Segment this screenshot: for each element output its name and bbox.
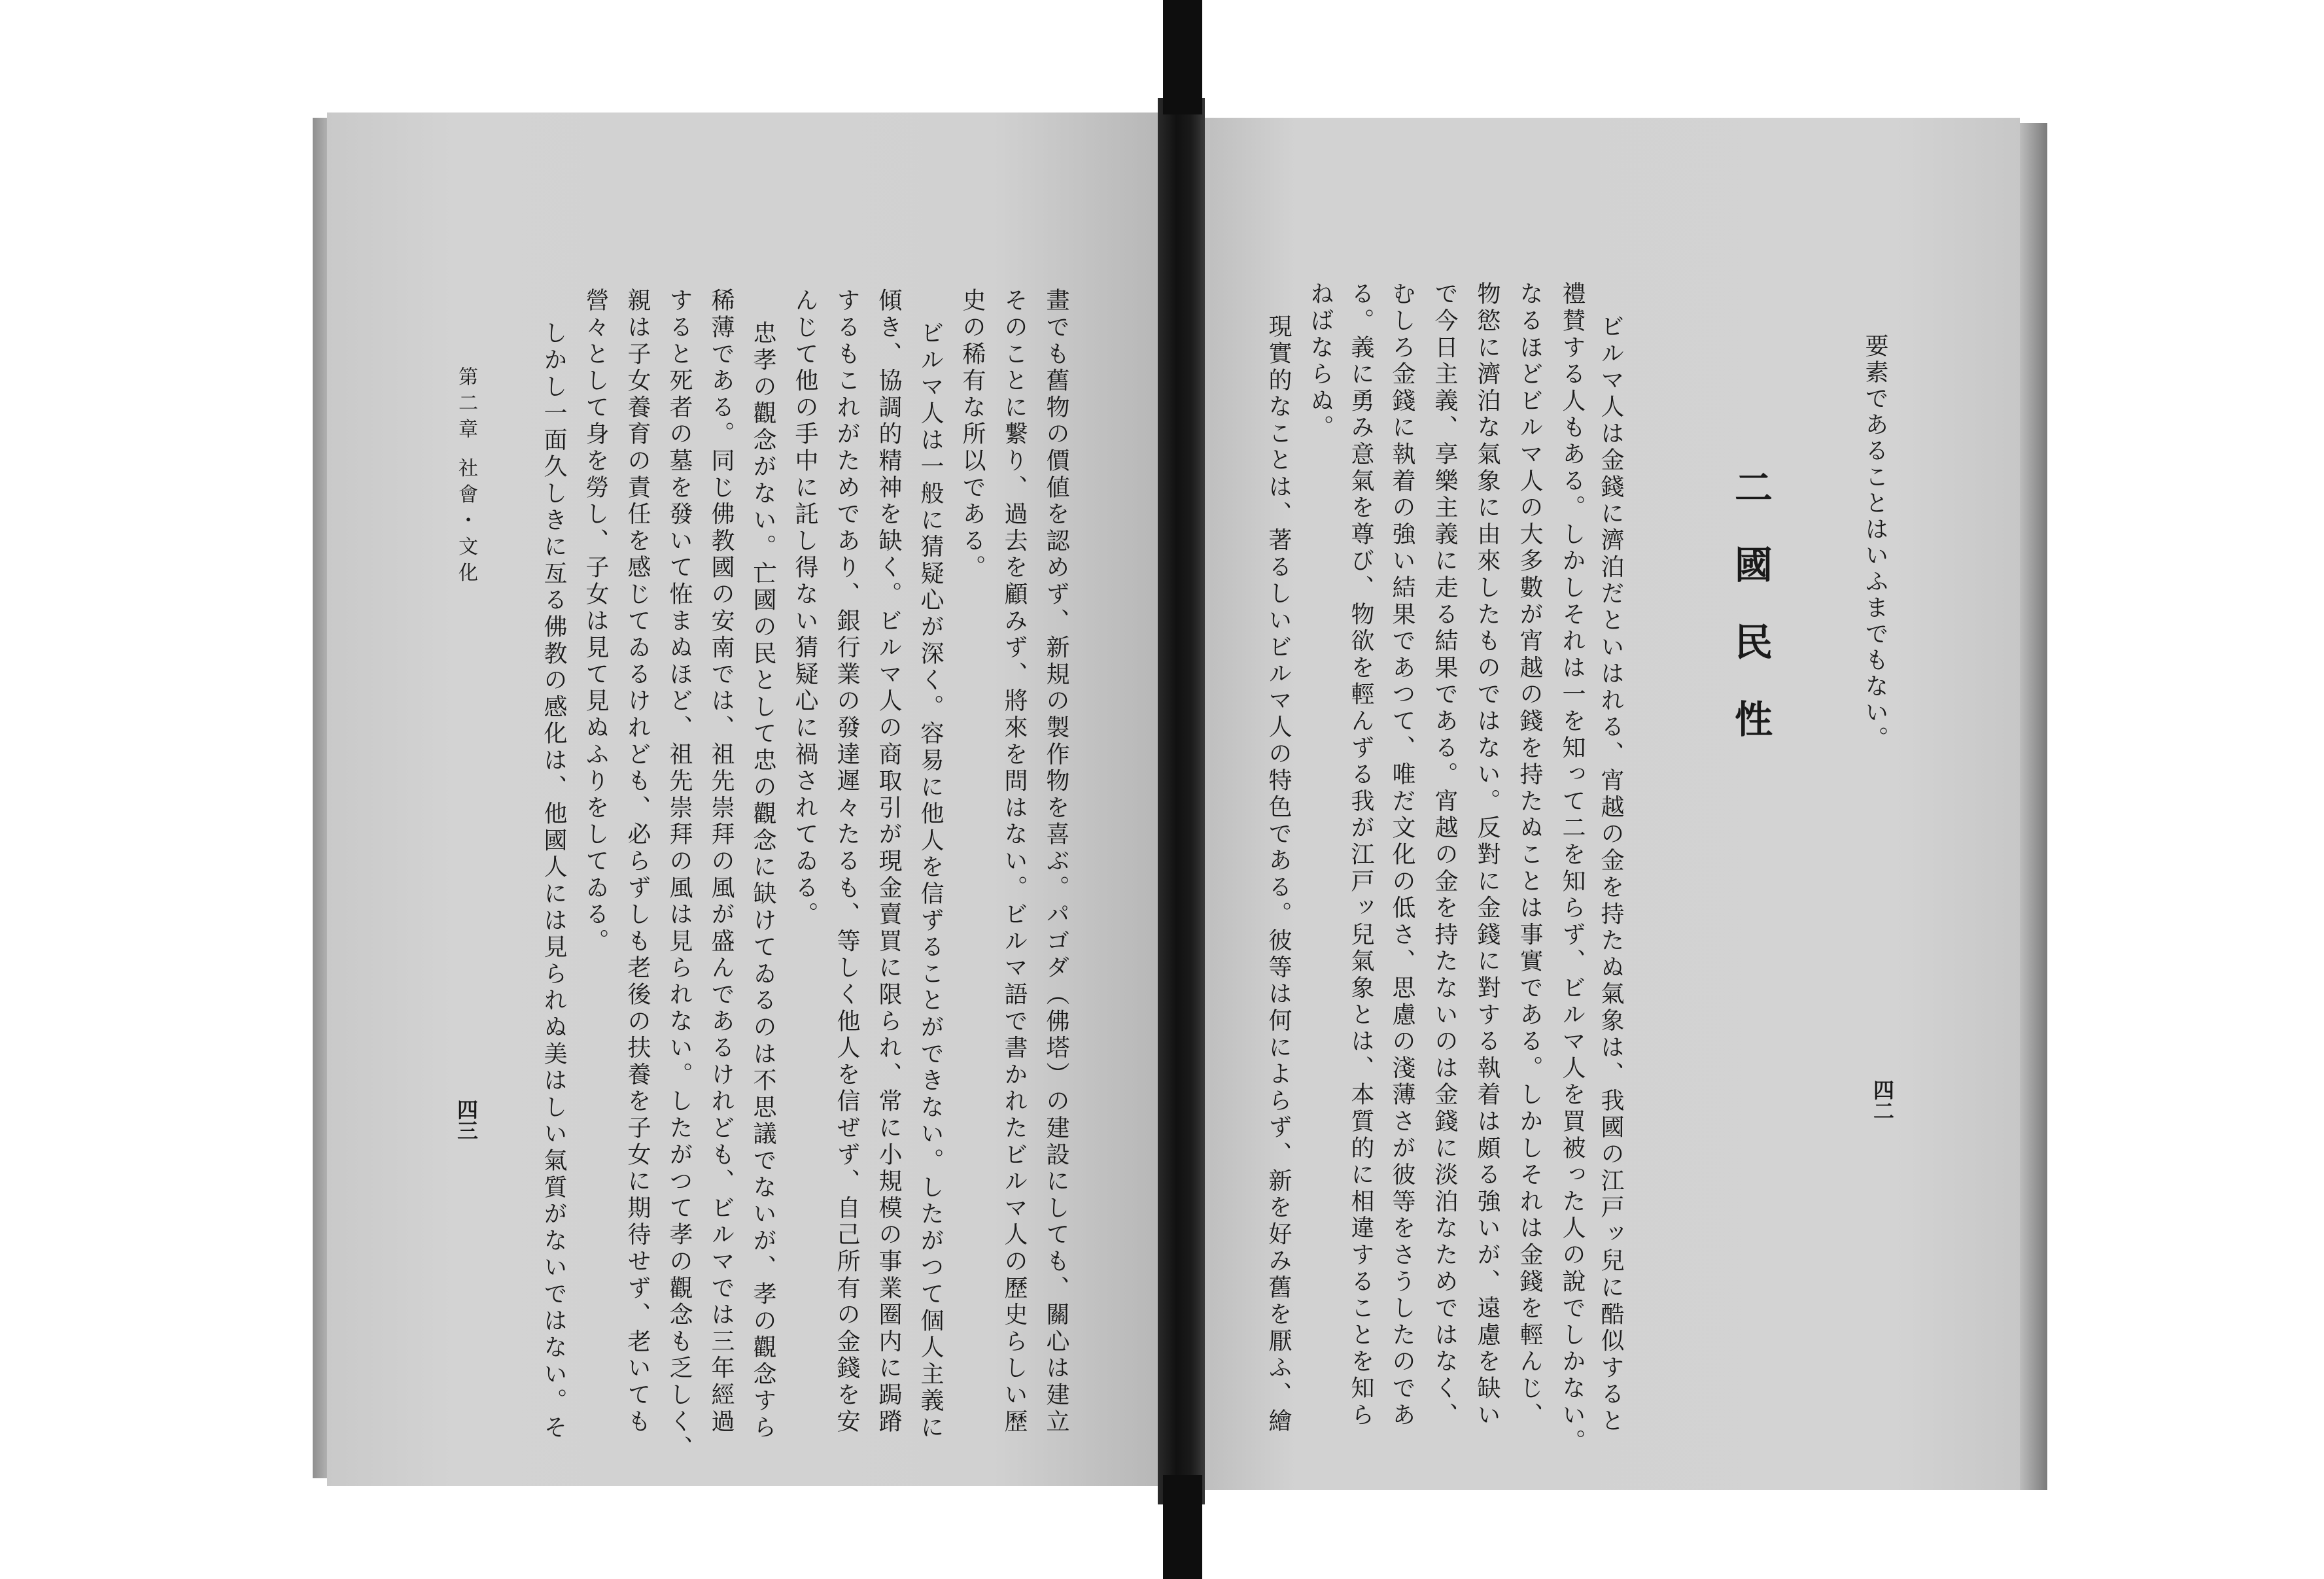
- left-page-line-9: 稀薄である。同じ佛教國の安南では、祖先崇拜の風が盛んであるけれども、ビルマでは三年經過: [708, 288, 735, 1436]
- left-page-line-8: 忠孝の觀念がない。亡國の民として忠の觀念に缺けてゐるのは不思議でないが、孝の觀念すら: [750, 321, 776, 1442]
- left-page-line-1: 畫でも舊物の價値を認めず、新規の製作物を喜ぶ。パゴダ（佛塔）の建設にしても、關心は建立: [1043, 288, 1069, 1436]
- left-page-line-12: 營々として身を勞し、子女は見て見ぬふりをしてゐる。: [582, 288, 609, 955]
- book-gutter: [1158, 98, 1205, 1504]
- right-page-line-7: むしろ金錢に執着の強い結果であつて、唯だ文化の低さ、思慮の淺薄さが彼等をさうしたのであ: [1389, 281, 1415, 1429]
- left-page-line-4: ビルマ人は一般に猜疑心が深く。容易に他人を信ずることができない。したがつて個人主義に: [917, 321, 944, 1442]
- left-page-line-7: んじて他の手中に託し得ない猜疑心に禍されてゐる。: [791, 288, 818, 929]
- right-page-line-10: 現實的なことは、著るしいビルマ人の特色である。彼等は何によらず、新を好み舊を厭ふ、繪: [1265, 314, 1292, 1435]
- section-heading: 二國民性: [1728, 468, 1773, 776]
- left-page-line-11: 親は子女養育の責任を感じてゐるけれども、必らずしも老後の扶養を子女に期待せず、老いても: [624, 288, 651, 1436]
- left-page: [327, 113, 1161, 1486]
- right-page-line-2: ビルマ人は金錢に濟泊だといはれる、宵越の金を持たぬ氣象は、我國の江戸ッ兒に酷似すると: [1597, 314, 1624, 1435]
- left-page-line-13: しかし一面久しきに亙る佛教の感化は、他國人には見られぬ美はしい氣質がないではない。そ: [540, 321, 567, 1442]
- right-page-line-8: る。義に勇み意氣を尊び、物欲を輕んずる我が江戸ッ兒氣象とは、本質的に相違することを知ら: [1347, 281, 1374, 1429]
- right-page-line-6: で今日主義、享樂主義に走る結果である。宵越の金を持たないのは金錢に淡泊なためではなく、: [1431, 281, 1458, 1429]
- left-page-line-10: すると死者の墓を發いて恠まぬほど、祖先崇拜の風は見られない。したがつて孝の觀念も乏しく、: [666, 288, 693, 1463]
- right-page-number: 四二: [1870, 1079, 1895, 1121]
- running-head: 第二章 社會・文化: [455, 366, 477, 589]
- bookmark-ribbon-bottom: [1163, 1475, 1202, 1579]
- right-page-line-5: 物慾に濟泊な氣象に由來したものではない。反對に金錢に對する執着は頗る強いが、遠慮を缺い: [1474, 281, 1500, 1429]
- left-page-line-5: 傾き、協調的精神を缺く。ビルマ人の商取引が現金賣買に限られ、常に小規模の事業圈内に跼蹐: [875, 288, 902, 1436]
- right-page-line-1: 要素であることはいふまでもない。: [1862, 334, 1888, 752]
- right-page-line-3: 禮賛する人もある。しかしそれは一を知って二を知らず、ビルマ人を買被った人の說でしかない。: [1559, 281, 1586, 1456]
- left-page-line-6: するもこれがためであり、銀行業の發達遲々たるも、等しく他人を信ぜず、自己所有の金錢を安: [833, 288, 860, 1436]
- right-page-line-9: ねばならぬ。: [1307, 281, 1334, 442]
- left-page-line-3: 史の稀有な所以である。: [959, 288, 986, 581]
- left-page-number: 四三: [454, 1099, 479, 1141]
- bookmark-ribbon-top: [1163, 0, 1202, 114]
- left-page-line-2: そのことに繋り、過去を顧みず、將來を問はない。ビルマ語で書かれたビルマ人の歷史らしい歷: [1001, 288, 1028, 1436]
- right-page-line-4: なるほどビルマ人の大多數が宵越の錢を持たぬことは事實である。しかしそれは金錢を輕んじ、: [1516, 281, 1543, 1429]
